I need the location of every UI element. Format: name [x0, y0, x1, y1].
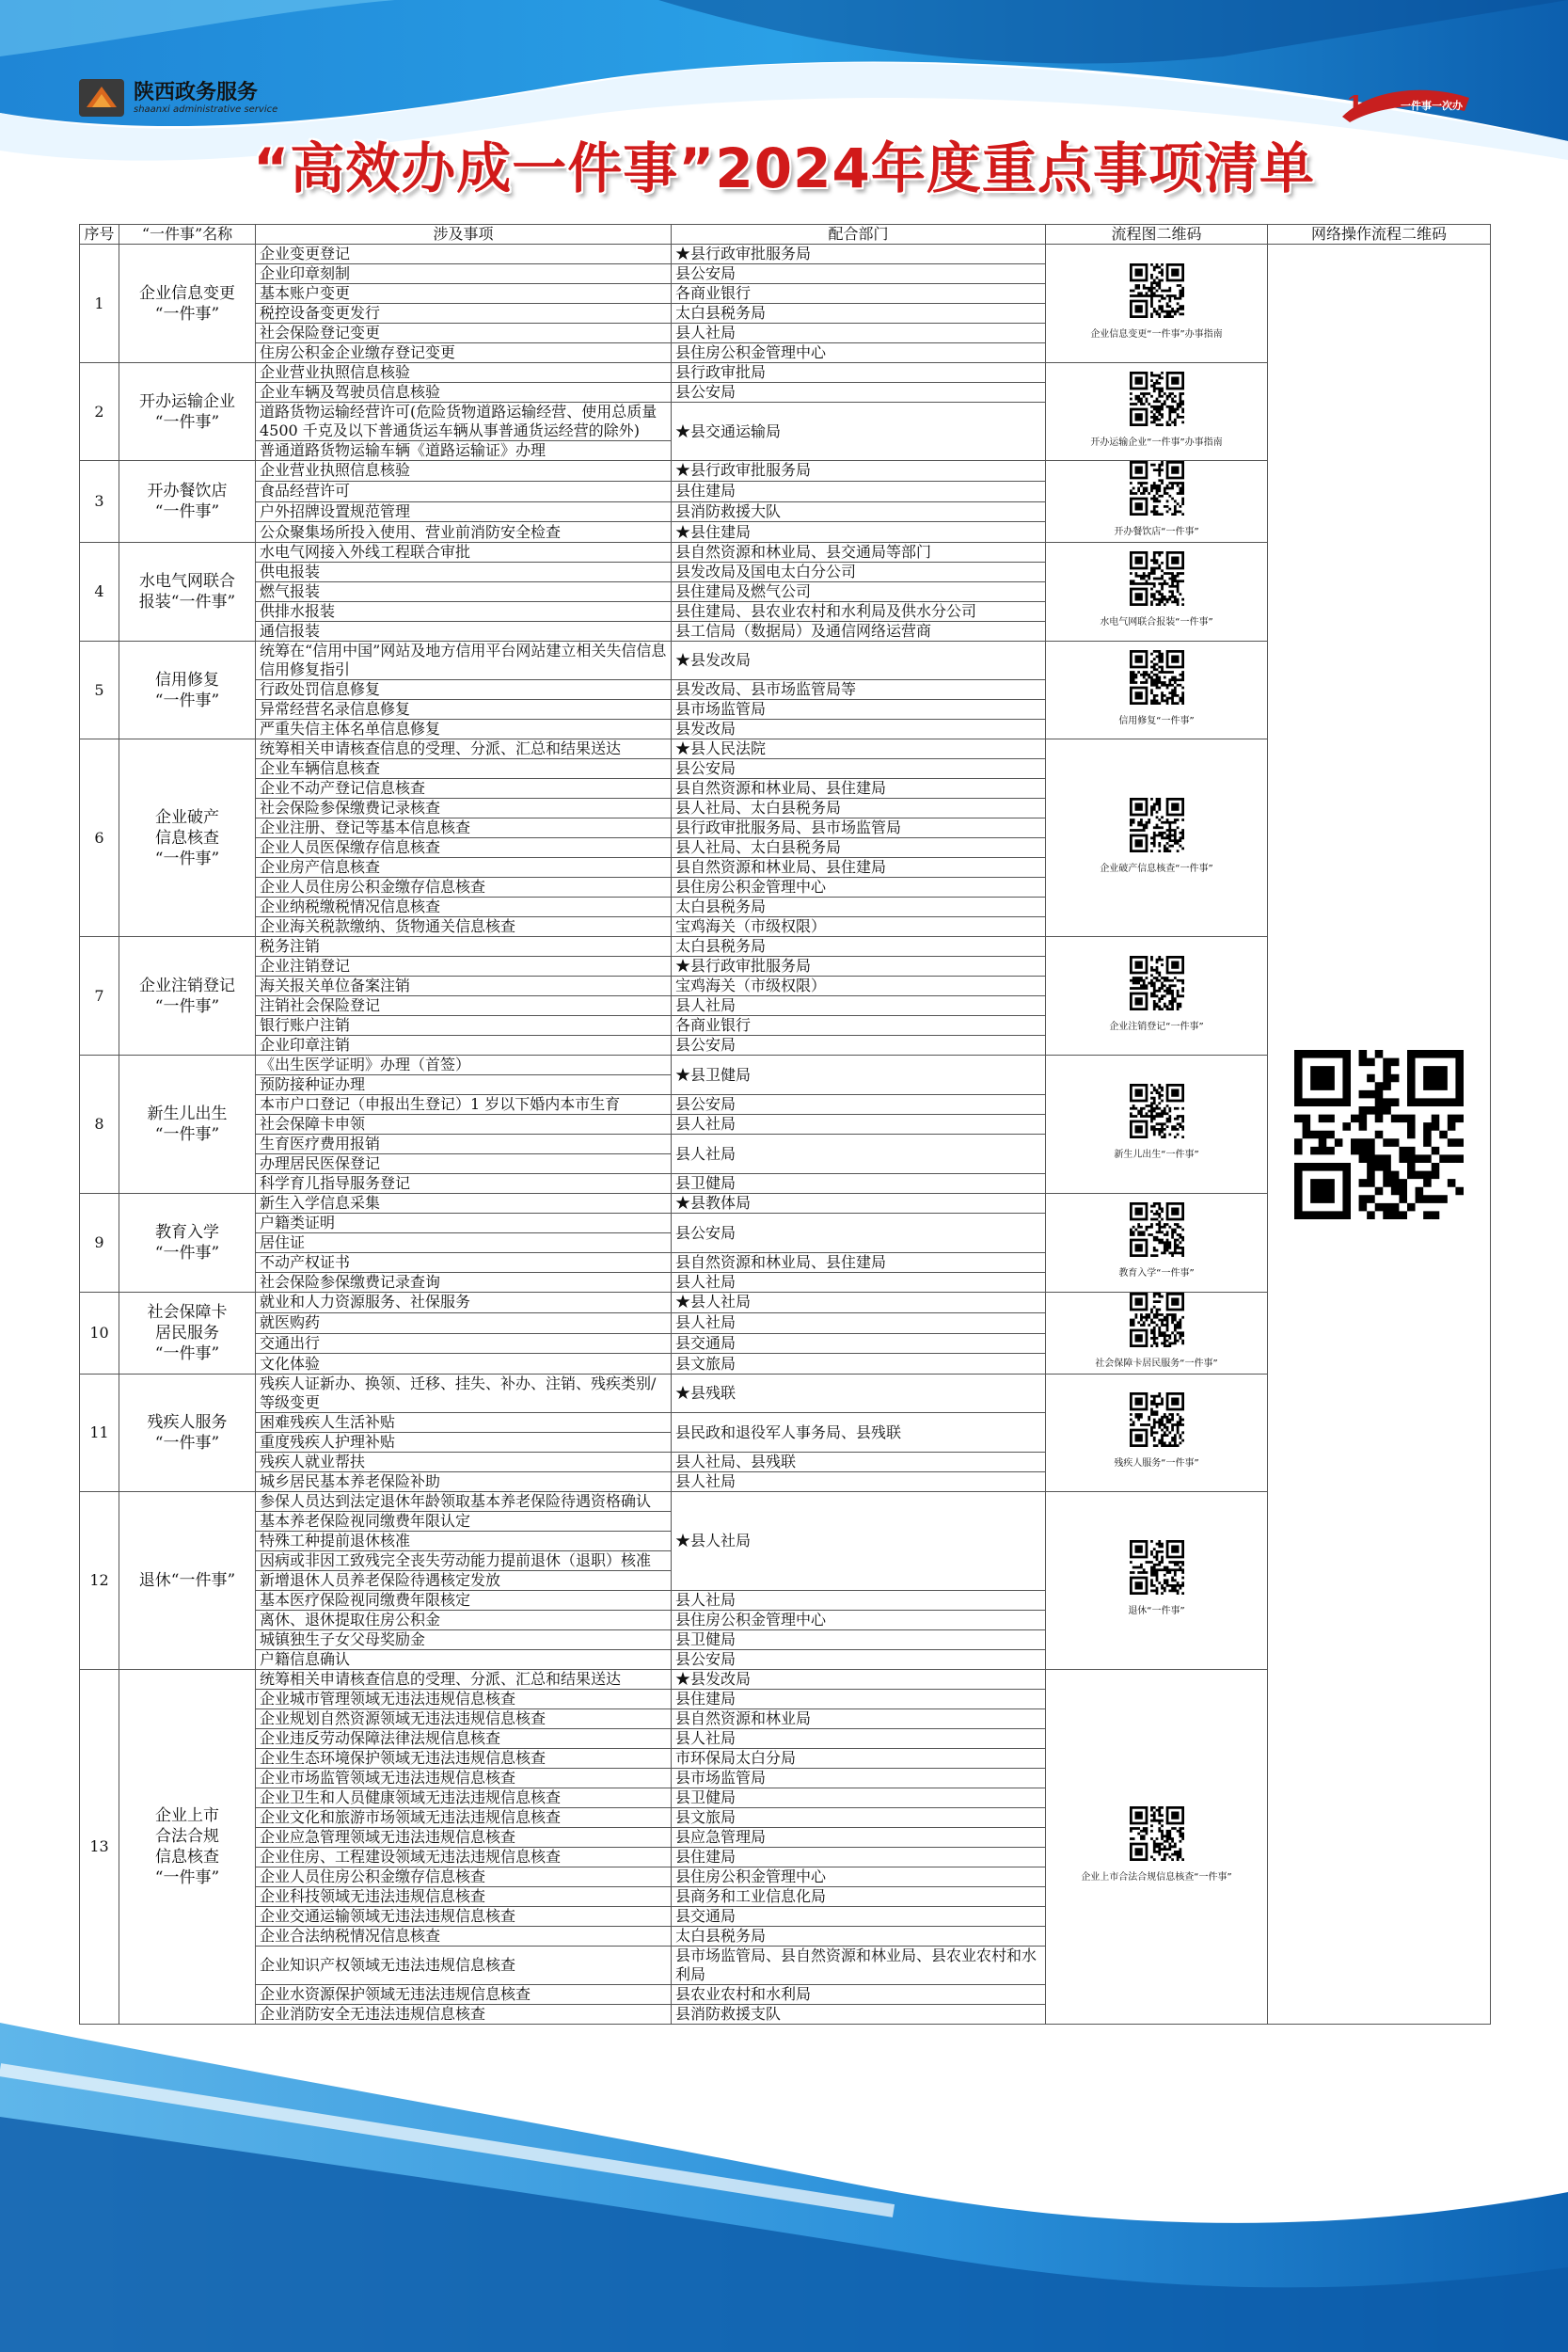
section-name: [119, 363, 256, 461]
section-name-line: 企业破产: [155, 807, 219, 827]
header-item: 涉及事项: [256, 225, 672, 245]
section-name-line: “一件事”: [154, 849, 220, 868]
header-dept: 配合部门: [672, 225, 1046, 245]
item-cell: 参保人员达到法定退休年龄领取基本养老保险待遇资格确认: [256, 1492, 672, 1512]
section-name-line: “一件事”: [154, 1244, 220, 1263]
dept-cell: 县住建局: [672, 1848, 1046, 1867]
item-cell: 预防接种证办理: [256, 1075, 672, 1095]
item-cell: 社会保险参保缴费记录核查: [256, 799, 672, 818]
item-cell: 企业注册、登记等基本信息核查: [256, 818, 672, 838]
item-cell: 新增退休人员养老保险待遇核定发放: [256, 1571, 672, 1591]
dept-cell: ★县卫健局: [672, 1056, 1046, 1095]
flow-qr-code-icon: [1130, 1806, 1184, 1861]
qr-caption: 教育入学“一件事”: [1118, 1268, 1195, 1279]
section-name-line: “一件事”: [154, 1868, 220, 1887]
dept-cell: 县自然资源和林业局、县交通局等部门: [672, 543, 1046, 563]
dept-cell: 县卫健局: [672, 1788, 1046, 1808]
dept-cell: 县卫健局: [672, 1630, 1046, 1650]
dept-cell: ★县发改局: [672, 642, 1046, 680]
dept-cell: 县消防救援支队: [672, 2005, 1046, 2025]
item-cell: 科学育儿指导服务登记: [256, 1174, 672, 1194]
section-name: [119, 739, 256, 937]
flow-qr-code-icon: [1130, 956, 1184, 1010]
dept-cell: 宝鸡海关（市级权限）: [672, 917, 1046, 937]
item-cell: 企业不动产登记信息核查: [256, 779, 672, 799]
item-cell: 企业营业执照信息核验: [256, 363, 672, 383]
flow-qr-code-icon: [1130, 650, 1184, 705]
brand-subtitle: shaanxi administrative service: [134, 103, 278, 115]
item-cell: 特殊工种提前退休核准: [256, 1532, 672, 1551]
flow-qr-code-icon: [1130, 461, 1184, 516]
dept-cell: 县人社局: [672, 1472, 1046, 1492]
section-name: [119, 461, 256, 543]
item-cell: 企业住房、工程建设领域无违法违规信息核查: [256, 1848, 672, 1867]
item-cell: 供排水报装: [256, 602, 672, 622]
table-row: [80, 245, 1491, 264]
section-name-line: 教育入学: [155, 1223, 219, 1242]
badge-text: 一件事一次办: [1401, 100, 1463, 112]
qr-caption: 残疾人服务“一件事”: [1114, 1458, 1199, 1469]
item-cell: 因病或非因工致残完全丧失劳动能力提前退休（退职）核准: [256, 1551, 672, 1571]
qr-caption: 新生儿出生“一件事”: [1114, 1150, 1199, 1160]
item-cell: 残疾人就业帮扶: [256, 1453, 672, 1472]
item-cell: 企业车辆信息核查: [256, 759, 672, 779]
dept-cell: 县人社局: [672, 1273, 1046, 1293]
item-cell: 企业海关税款缴纳、货物通关信息核查: [256, 917, 672, 937]
section-name: [119, 1056, 256, 1194]
dept-cell: ★县人社局: [672, 1293, 1046, 1313]
item-cell: 企业文化和旅游市场领域无违法违规信息核查: [256, 1808, 672, 1828]
section-name-line: 开办餐饮店: [147, 482, 228, 501]
flow-qr-code-icon: [1130, 1540, 1184, 1595]
dept-cell: 县公安局: [672, 383, 1046, 403]
dept-cell: 县住房公积金管理中心: [672, 1867, 1046, 1887]
section-name: [119, 1293, 256, 1375]
section-name: [119, 1194, 256, 1293]
section-name: [119, 1670, 256, 2025]
item-cell: 通信报装: [256, 622, 672, 642]
network-qr-cell: [1268, 245, 1491, 2025]
dept-cell: 县人社局: [672, 996, 1046, 1016]
dept-cell: 县发改局、县市场监管局等: [672, 680, 1046, 700]
flow-qr-code-icon: [1130, 1392, 1184, 1447]
dept-cell: 县工信局（数据局）及通信网络运营商: [672, 622, 1046, 642]
section-name-line: “一件事”: [154, 691, 220, 710]
section-name-line: 残疾人服务: [147, 1413, 228, 1432]
item-cell: 企业注销登记: [256, 957, 672, 977]
section-name-line: “一件事”: [154, 1125, 220, 1144]
dept-cell: 县人社局、县残联: [672, 1453, 1046, 1472]
dept-cell: ★县人社局: [672, 1492, 1046, 1591]
dept-cell: 县市场监管局: [672, 700, 1046, 720]
item-cell: 公众聚集场所投入使用、营业前消防安全检查: [256, 522, 672, 543]
item-cell: 户籍信息确认: [256, 1650, 672, 1670]
dept-cell: 县人社局、太白县税务局: [672, 799, 1046, 818]
dept-cell: 县住房公积金管理中心: [672, 1611, 1046, 1630]
network-qr-code-icon: [1294, 1050, 1464, 1219]
dept-cell: 县人社局: [672, 1135, 1046, 1174]
section-number: 12: [80, 1492, 119, 1670]
section-name-line: 新生儿出生: [147, 1104, 228, 1123]
item-cell: 行政处罚信息修复: [256, 680, 672, 700]
qr-caption: 企业信息变更“一件事”办事指南: [1090, 328, 1223, 340]
item-cell: 企业生态环境保护领域无违法违规信息核查: [256, 1749, 672, 1769]
header-name: “一件事”名称: [119, 225, 256, 245]
section-name: [119, 937, 256, 1056]
flow-qr-code-icon: [1130, 798, 1184, 852]
flow-qr-cell: [1046, 1375, 1268, 1492]
section-number: 8: [80, 1056, 119, 1194]
item-cell: 普通道路货物运输车辆《道路运输证》办理: [256, 441, 672, 461]
item-cell: 统筹相关申请核查信息的受理、分派、汇总和结果送达: [256, 1670, 672, 1690]
section-name-line: 居民服务: [155, 1324, 219, 1343]
section-name-line: “一件事”: [154, 412, 220, 432]
item-cell: 居住证: [256, 1233, 672, 1253]
section-name-line: 合法合规: [155, 1827, 219, 1846]
dept-cell: 县民政和退役军人事务局、县残联: [672, 1413, 1046, 1453]
item-cell: 户籍类证明: [256, 1214, 672, 1233]
dept-cell: 县公安局: [672, 1036, 1046, 1056]
item-cell: 城镇独生子女父母奖励金: [256, 1630, 672, 1650]
flow-qr-cell: [1046, 1293, 1268, 1375]
dept-cell: 县公安局: [672, 264, 1046, 284]
item-cell: 统筹相关申请核查信息的受理、分派、汇总和结果送达: [256, 739, 672, 759]
dept-cell: 县公安局: [672, 759, 1046, 779]
dept-cell: ★县交通运输局: [672, 403, 1046, 461]
dept-cell: 县文旅局: [672, 1354, 1046, 1375]
item-cell: 重度残疾人护理补贴: [256, 1433, 672, 1453]
section-name-line: 企业上市: [155, 1806, 219, 1825]
item-cell: 水电气网接入外线工程联合审批: [256, 543, 672, 563]
qr-caption: 社会保障卡居民服务“一件事”: [1095, 1359, 1218, 1369]
flow-qr-code-icon: [1130, 1084, 1184, 1138]
item-cell: 企业消防安全无违法违规信息核查: [256, 2005, 672, 2025]
section-number: 2: [80, 363, 119, 461]
section-number: 13: [80, 1670, 119, 2025]
item-cell: 企业市场监管领域无违法违规信息核查: [256, 1769, 672, 1788]
dept-cell: 县发改局及国电太白分公司: [672, 563, 1046, 582]
item-cell: 企业印章刻制: [256, 264, 672, 284]
matters-table-wrap: [79, 224, 1490, 2025]
section-name-line: “一件事”: [154, 1434, 220, 1453]
matters-table: [79, 224, 1491, 2025]
item-cell: 住房公积金企业缴存登记变更: [256, 343, 672, 363]
dept-cell: 太白县税务局: [672, 898, 1046, 917]
dept-cell: 县公安局: [672, 1214, 1046, 1253]
item-cell: 企业人员医保缴存信息核查: [256, 838, 672, 858]
item-cell: 就医购药: [256, 1312, 672, 1333]
qr-caption: 信用修复“一件事”: [1118, 715, 1195, 726]
qr-caption: 开办运输企业“一件事”办事指南: [1090, 437, 1223, 448]
section-number: 3: [80, 461, 119, 543]
qr-caption: 开办餐饮店“一件事”: [1114, 527, 1199, 537]
item-cell: 基本养老保险视同缴费年限认定: [256, 1512, 672, 1532]
brand-mark-icon: [79, 79, 124, 117]
dept-cell: 县人社局: [672, 1312, 1046, 1333]
section-name-line: 企业信息变更: [139, 283, 235, 303]
flow-qr-code-icon: [1130, 1293, 1184, 1347]
flow-qr-cell: [1046, 937, 1268, 1056]
flow-qr-cell: [1046, 739, 1268, 937]
section-number: 5: [80, 642, 119, 739]
section-number: 10: [80, 1293, 119, 1375]
flow-qr-cell: [1046, 1492, 1268, 1670]
item-cell: 统筹在“信用中国”网站及地方信用平台网站建立相关失信信息信用修复指引: [256, 642, 672, 680]
dept-cell: 县自然资源和林业局、县住建局: [672, 1253, 1046, 1273]
dept-cell: 宝鸡海关（市级权限）: [672, 977, 1046, 996]
item-cell: 企业水资源保护领域无违法违规信息核查: [256, 1985, 672, 2005]
dept-cell: 县农业农村和水利局: [672, 1985, 1046, 2005]
section-name-line: “一件事”: [154, 1344, 220, 1363]
dept-cell: 县人社局: [672, 324, 1046, 343]
section-name: [119, 543, 256, 642]
item-cell: 企业规划自然资源领域无违法违规信息核查: [256, 1709, 672, 1729]
item-cell: 企业城市管理领域无违法违规信息核查: [256, 1690, 672, 1709]
dept-cell: ★县教体局: [672, 1194, 1046, 1214]
dept-cell: 县行政审批局: [672, 363, 1046, 383]
item-cell: 本市户口登记（申报出生登记）1 岁以下婚内本市生育: [256, 1095, 672, 1115]
item-cell: 交通出行: [256, 1333, 672, 1354]
header-no: 序号: [80, 225, 119, 245]
item-cell: 企业房产信息核查: [256, 858, 672, 878]
item-cell: 海关报关单位备案注销: [256, 977, 672, 996]
item-cell: 社会保障卡申领: [256, 1115, 672, 1135]
section-name-line: 水电气网联合: [139, 572, 235, 591]
svg-text:1: 1: [1346, 90, 1365, 121]
dept-cell: 县公安局: [672, 1650, 1046, 1670]
flow-qr-cell: [1046, 245, 1268, 363]
dept-cell: 太白县税务局: [672, 937, 1046, 957]
section-name-line: “一件事”: [154, 502, 220, 521]
item-cell: 困难残疾人生活补贴: [256, 1413, 672, 1433]
section-name-line: 开办运输企业: [139, 391, 235, 411]
dept-cell: ★县行政审批服务局: [672, 957, 1046, 977]
dept-cell: 太白县税务局: [672, 304, 1046, 324]
item-cell: 企业纳税缴税情况信息核查: [256, 898, 672, 917]
dept-cell: 县人社局: [672, 1115, 1046, 1135]
section-name-line: “一件事”: [154, 996, 220, 1016]
section-name-line: 信息核查: [155, 828, 219, 848]
dept-cell: 县人社局: [672, 1729, 1046, 1749]
item-cell: 社会保险参保缴费记录查询: [256, 1273, 672, 1293]
item-cell: 文化体验: [256, 1354, 672, 1375]
dept-cell: 县应急管理局: [672, 1828, 1046, 1848]
item-cell: 税控设备变更发行: [256, 304, 672, 324]
dept-cell: ★县行政审批服务局: [672, 461, 1046, 482]
item-cell: 异常经营名录信息修复: [256, 700, 672, 720]
qr-caption: 企业注销登记“一件事”: [1109, 1021, 1204, 1032]
item-cell: 基本账户变更: [256, 284, 672, 304]
dept-cell: 县住建局、县农业农村和水利局及供水分公司: [672, 602, 1046, 622]
section-number: 11: [80, 1375, 119, 1492]
dept-cell: 县自然资源和林业局、县住建局: [672, 779, 1046, 799]
item-cell: 户外招牌设置规范管理: [256, 501, 672, 522]
flow-qr-cell: [1046, 1056, 1268, 1194]
brand-logo: [79, 79, 277, 117]
dept-cell: 县自然资源和林业局、县住建局: [672, 858, 1046, 878]
dept-cell: ★县住建局: [672, 522, 1046, 543]
item-cell: 企业车辆及驾驶员信息核验: [256, 383, 672, 403]
item-cell: 企业变更登记: [256, 245, 672, 264]
section-name-line: 退休“一件事”: [138, 1571, 236, 1590]
section-name-line: “一件事”: [154, 304, 220, 324]
item-cell: 残疾人证新办、换领、迁移、挂失、补办、注销、残疾类别/等级变更: [256, 1375, 672, 1413]
dept-cell: 各商业银行: [672, 1016, 1046, 1036]
qr-caption: 企业上市合法合规信息核查“一件事”: [1081, 1872, 1232, 1883]
dept-cell: ★县人民法院: [672, 739, 1046, 759]
item-cell: 离休、退休提取住房公积金: [256, 1611, 672, 1630]
item-cell: 供电报装: [256, 563, 672, 582]
dept-cell: ★县发改局: [672, 1670, 1046, 1690]
section-number: 4: [80, 543, 119, 642]
flow-qr-cell: [1046, 1670, 1268, 2025]
flow-qr-code-icon: [1130, 551, 1184, 606]
section-name: [119, 245, 256, 363]
section-name-line: 社会保障卡: [147, 1303, 228, 1322]
section-number: 9: [80, 1194, 119, 1293]
qr-caption: 企业破产信息核查“一件事”: [1100, 863, 1213, 874]
item-cell: 企业营业执照信息核验: [256, 461, 672, 482]
section-number: 7: [80, 937, 119, 1056]
item-cell: 企业人员住房公积金缴存信息核查: [256, 878, 672, 898]
item-cell: 生育医疗费用报销: [256, 1135, 672, 1154]
dept-cell: 县交通局: [672, 1333, 1046, 1354]
dept-cell: 市环保局太白分局: [672, 1749, 1046, 1769]
dept-cell: 县市场监管局: [672, 1769, 1046, 1788]
section-name-line: 信用修复: [155, 670, 219, 690]
item-cell: 食品经营许可: [256, 481, 672, 501]
dept-cell: 县行政审批服务局、县市场监管局: [672, 818, 1046, 838]
dept-cell: 县商务和工业信息化局: [672, 1887, 1046, 1907]
dept-cell: 县消防救援大队: [672, 501, 1046, 522]
flow-qr-cell: [1046, 363, 1268, 461]
item-cell: 社会保险登记变更: [256, 324, 672, 343]
page-title: “高效办成一件事”2024年度重点事项清单: [253, 136, 1315, 200]
item-cell: 企业印章注销: [256, 1036, 672, 1056]
section-name: [119, 642, 256, 739]
dept-cell: 县公安局: [672, 1095, 1046, 1115]
dept-cell: 县住建局: [672, 1690, 1046, 1709]
dept-cell: 县自然资源和林业局: [672, 1709, 1046, 1729]
item-cell: 就业和人力资源服务、社保服务: [256, 1293, 672, 1313]
qr-caption: 水电气网联合报装“一件事”: [1100, 617, 1213, 628]
item-cell: 注销社会保险登记: [256, 996, 672, 1016]
section-name-line: 企业注销登记: [139, 976, 235, 995]
dept-cell: 县住建局及燃气公司: [672, 582, 1046, 602]
item-cell: 企业知识产权领域无违法违规信息核查: [256, 1947, 672, 1985]
dept-cell: 县市场监管局、县自然资源和林业局、县农业农村和水利局: [672, 1947, 1046, 1985]
dept-cell: 县发改局: [672, 720, 1046, 739]
item-cell: 燃气报装: [256, 582, 672, 602]
item-cell: 企业交通运输领域无违法违规信息核查: [256, 1907, 672, 1927]
item-cell: 基本医疗保险视同缴费年限核定: [256, 1591, 672, 1611]
dept-cell: 县交通局: [672, 1907, 1046, 1927]
table-header-row: [80, 225, 1491, 245]
page-header: [0, 0, 1568, 226]
flow-qr-cell: [1046, 543, 1268, 642]
item-cell: 银行账户注销: [256, 1016, 672, 1036]
dept-cell: 县住建局: [672, 481, 1046, 501]
flow-qr-code-icon: [1130, 263, 1184, 318]
flow-qr-code-icon: [1130, 1202, 1184, 1257]
section-number: 1: [80, 245, 119, 363]
item-cell: 企业违反劳动保障法律法规信息核查: [256, 1729, 672, 1749]
dept-cell: 太白县税务局: [672, 1927, 1046, 1947]
flow-qr-code-icon: [1130, 372, 1184, 426]
dept-cell: ★县残联: [672, 1375, 1046, 1413]
header-qr: 流程图二维码: [1046, 225, 1268, 245]
item-cell: 企业应急管理领域无违法违规信息核查: [256, 1828, 672, 1848]
item-cell: 不动产权证书: [256, 1253, 672, 1273]
section-name: [119, 1492, 256, 1670]
dept-cell: 县住房公积金管理中心: [672, 343, 1046, 363]
flow-qr-cell: [1046, 461, 1268, 543]
section-name-line: 信息核查: [155, 1848, 219, 1867]
item-cell: 企业合法纳税情况信息核查: [256, 1927, 672, 1947]
dept-cell: 各商业银行: [672, 284, 1046, 304]
dept-cell: 县人社局、太白县税务局: [672, 838, 1046, 858]
header-netqr: 网络操作流程二维码: [1268, 225, 1491, 245]
flow-qr-cell: [1046, 642, 1268, 739]
item-cell: 企业人员住房公积金缴存信息核查: [256, 1867, 672, 1887]
item-cell: 企业科技领域无违法违规信息核查: [256, 1887, 672, 1907]
item-cell: 税务注销: [256, 937, 672, 957]
item-cell: 《出生医学证明》办理（首签）: [256, 1056, 672, 1075]
item-cell: 严重失信主体名单信息修复: [256, 720, 672, 739]
item-cell: 新生入学信息采集: [256, 1194, 672, 1214]
item-cell: 道路货物运输经营许可(危险货物道路运输经营、使用总质量 4500 千克及以下普通货运车辆从事普通货运经营的除外): [256, 403, 672, 441]
dept-cell: ★县行政审批服务局: [672, 245, 1046, 264]
dept-cell: 县人社局: [672, 1591, 1046, 1611]
dept-cell: 县文旅局: [672, 1808, 1046, 1828]
flow-qr-cell: [1046, 1194, 1268, 1293]
qr-caption: 退休“一件事”: [1128, 1606, 1185, 1616]
brand-name: 陕西政务服务: [134, 80, 259, 104]
section-name-line: 报装“一件事”: [138, 593, 236, 612]
item-cell: 企业卫生和人员健康领域无违法违规信息核查: [256, 1788, 672, 1808]
section-name: [119, 1375, 256, 1492]
item-cell: 城乡居民基本养老保险补助: [256, 1472, 672, 1492]
section-number: 6: [80, 739, 119, 937]
item-cell: 办理居民医保登记: [256, 1154, 672, 1174]
dept-cell: 县住房公积金管理中心: [672, 878, 1046, 898]
dept-cell: 县卫健局: [672, 1174, 1046, 1194]
